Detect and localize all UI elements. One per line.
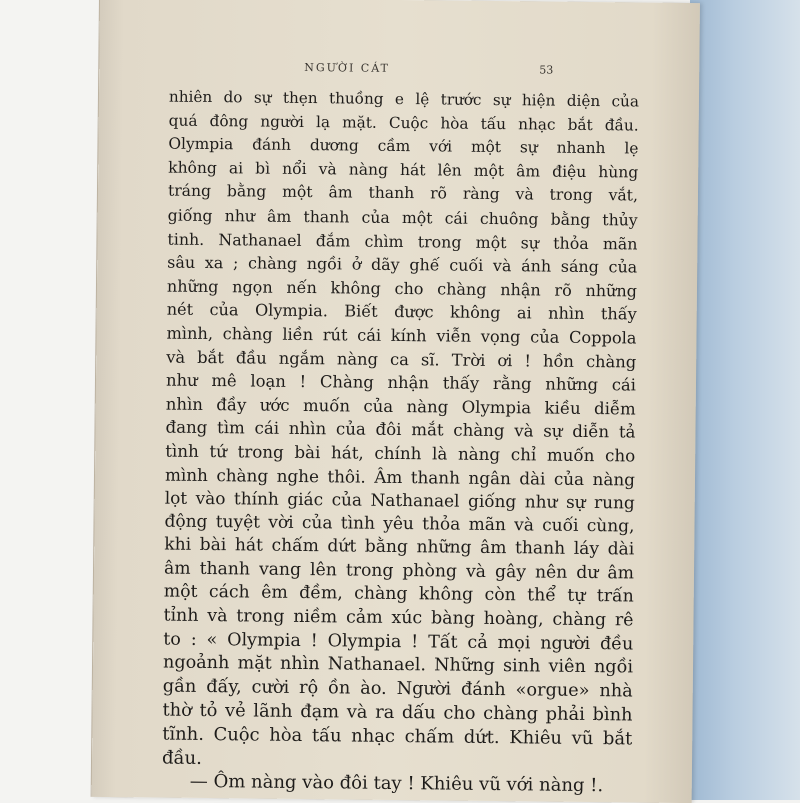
page-number: 53	[539, 63, 554, 77]
text-line: to : « Olympia ! Olympia ! Tất cả mọi người đều	[163, 629, 634, 655]
text-line: lọt vào thính giác của Nathanael giống như sự rung	[164, 487, 635, 513]
text-line: tình tứ trong bài hát, chính là nàng chỉ muốn cho	[165, 440, 636, 466]
text-line: tráng bằng một âm thanh rõ ràng và trong vắt,	[167, 181, 639, 205]
text-line: mình chàng nghe thôi. Âm thanh ngân dài của nàng	[164, 464, 636, 489]
text-line: không ai bì nổi và nàng hát lên một âm điệu hùng	[168, 158, 639, 182]
background-right	[690, 0, 800, 800]
text-line: giống như âm thanh của một cái chuông bằng thủy	[167, 205, 638, 230]
text-line: đang tìm cái nhìn của đôi mắt chàng và sự diễn tả	[165, 417, 636, 442]
body-text	[162, 86, 639, 799]
text-line: ngoảnh mặt nhìn Nathanael. Những sinh viên ngồi	[162, 652, 634, 678]
text-line: khi bài hát chấm dứt bằng những âm thanh láy dài	[164, 534, 635, 560]
book-page	[92, 0, 700, 803]
text-line: sâu xa ; chàng ngồi ở dãy ghế cuối và ánh sáng của	[167, 252, 638, 277]
text-line: đầu.	[161, 747, 203, 769]
text-line: thờ tỏ vẻ lãnh đạm và ra dấu cho chàng phải bình	[162, 699, 633, 726]
text-line: tĩnh. Cuộc hòa tấu nhạc chấm dứt. Khiêu vũ bắt	[162, 723, 633, 750]
text-line: những ngọn nến không cho chàng nhận rõ những	[166, 276, 638, 301]
text-line: và bắt đầu ngắm nàng ca sĩ. Trời ơi ! hồn chàng	[166, 347, 637, 372]
running-header-title: NGƯỜI CÁT	[304, 61, 390, 75]
text-line: nhiên do sự thẹn thuồng e lệ trước sự hiện diện của	[168, 87, 640, 111]
text-line: động tuyệt vời của tình yêu thỏa mãn và cuối cùng,	[164, 511, 635, 537]
text-line: âm thanh vang lên trong phòng và gây nên dư âm	[163, 558, 635, 584]
text-line: gần đấy, cười rộ ồn ào. Người đánh «orgue» nhà	[162, 676, 633, 702]
text-line: tinh. Nathanael đắm chìm trong một sự thỏa mãn	[167, 229, 638, 254]
text-line: nét của Olympia. Biết được không ai nhìn thấy	[166, 299, 637, 324]
text-line: — Ôm nàng vào đôi tay ! Khiêu vũ với nàng !.	[189, 771, 604, 797]
text-line: nhìn đầy ước muốn của nàng Olympia kiều diễm	[165, 394, 636, 419]
text-line: Olympia đánh dương cầm với một sự nhanh lẹ	[168, 134, 639, 158]
text-line: như mê loạn ! Chàng nhận thấy rằng những cái	[165, 370, 637, 395]
text-line: quá đông người lạ mặt. Cuộc hòa tấu nhạc bắt đầu.	[168, 111, 639, 135]
text-line: tỉnh và trong niềm cảm xúc bàng hoàng, chàng rê	[163, 605, 634, 631]
text-line: mình, chàng liền rút cái kính viễn vọng của Coppola	[166, 323, 637, 348]
text-line: một cách êm đềm, chàng không còn thể tự trấn	[163, 582, 634, 607]
